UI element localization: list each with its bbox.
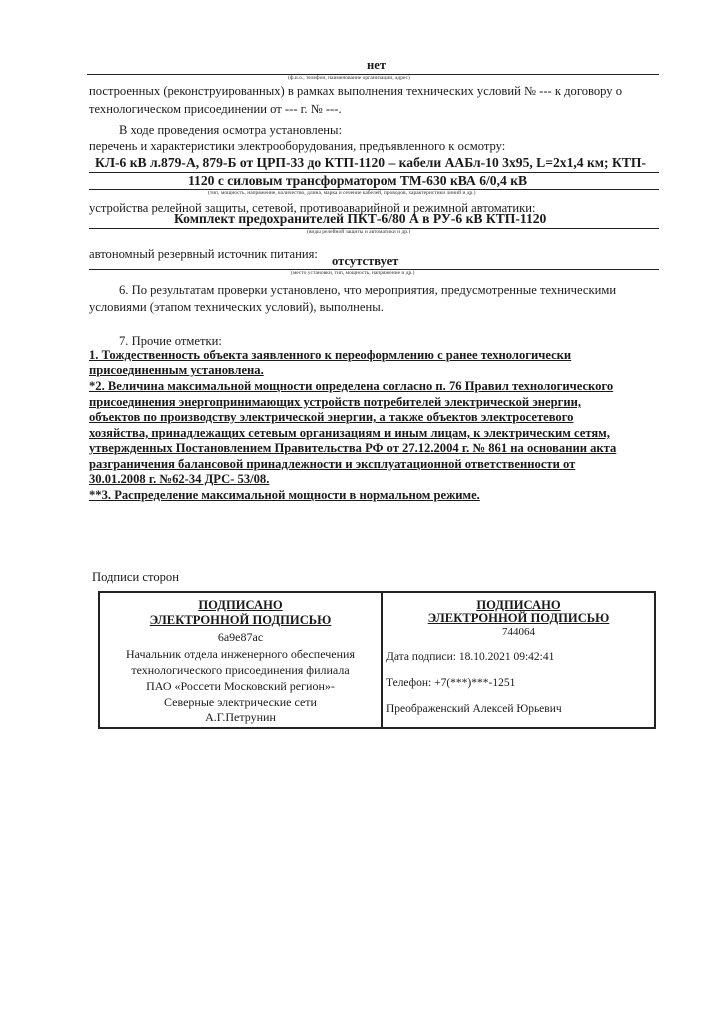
- equipment-label: перечень и характеристики электрооборудования, предъявленного к осмотру:: [89, 139, 506, 153]
- note-line: присоединенным установлена.: [89, 363, 264, 377]
- note-line: хозяйства, принадлежащих сетевым организациям и иным лицам, к электрическим сетям,: [89, 426, 610, 440]
- relay-caption: (виды релейной защиты и автоматики и др.): [307, 229, 411, 235]
- reserve-caption: (место установки, тип, мощность, напряжение и др.): [291, 270, 415, 276]
- left-position-line: ПАО «Россети Московский регион»-: [146, 679, 335, 693]
- right-signer-name: Преображенский Алексей Юрьевич: [386, 703, 562, 715]
- left-signature-code: 6a9e87ac: [217, 630, 264, 644]
- left-position-line: технологического присоединения филиала: [131, 663, 350, 677]
- right-stamp-line-2: ЭЛЕКТРОННОЙ ПОДПИСЬЮ: [427, 611, 610, 625]
- item6-line-1: 6. По результатам проверки установлено, что мероприятия, предусмотренные техническими: [119, 283, 617, 297]
- equipment-line-1: КЛ-6 кВ л.879-А, 879-Б от ЦРП-33 до КТП-1120 – кабели ААБл-10 3х95, L=2х1,4 км; КТП-: [95, 155, 646, 170]
- left-position-line: Северные электрические сети: [164, 695, 317, 709]
- applicant-caption: (ф.и.о., телефон, наименование организации, адрес): [288, 75, 410, 81]
- note-line: 1. Тождественность объекта заявленного к переоформлению с ранее технологически: [89, 348, 572, 362]
- signatures-label: Подписи сторон: [92, 570, 179, 584]
- note-line: присоединения энергопринимающих устройств потребителей электрической энергии,: [89, 395, 581, 409]
- right-stamp-line-1: ПОДПИСАНО: [476, 598, 561, 612]
- note-line: объектов по производству электрической энергии, а также объектов электросетевого: [89, 410, 574, 424]
- right-signer-phone: Телефон: +7(***)***-1251: [386, 677, 516, 689]
- left-signer-name: А.Г.Петрунин: [205, 710, 276, 724]
- note-line: разграничения балансовой принадлежности и эксплуатационной ответственности от: [89, 457, 576, 471]
- item7-heading: 7. Прочие отметки:: [119, 334, 222, 348]
- intro-line-1: построенных (реконструированных) в рамках выполнения технических условий № --- к договору о: [89, 84, 623, 98]
- equipment-line-2: 1120 с силовым трансформатором ТМ-630 кВА 6/0,4 кВ: [188, 173, 528, 188]
- relay-value: Комплект предохранителей ПКТ-6/80 А в РУ-6 кВ КТП-1120: [174, 211, 547, 226]
- intro-line-2: технологическом присоединении от --- г. № ---.: [89, 102, 342, 116]
- left-stamp-line-1: ПОДПИСАНО: [198, 598, 283, 612]
- equipment-caption: (тип, мощность, напряжение, количество, длина, марка и сечение кабелей, проводов, характеристики линий и др.): [208, 190, 476, 196]
- left-position-line: Начальник отдела инженерного обеспечения: [126, 647, 355, 661]
- note-line: 30.01.2008 г. №62-34 ДРС- 53/08.: [89, 472, 270, 486]
- right-signature-code: 744064: [502, 626, 535, 638]
- signature-box: [98, 591, 656, 729]
- relay-label: устройства релейной защиты, сетевой, противоаварийной и режимной автоматики:: [89, 201, 536, 215]
- right-signature-date: Дата подписи: 18.10.2021 09:42:41: [386, 651, 555, 663]
- reserve-value: отсутствует: [332, 254, 399, 268]
- note-line: *2. Величина максимальной мощности определена согласно п. 76 Правил технологического: [89, 379, 614, 393]
- left-stamp-line-2: ЭЛЕКТРОННОЙ ПОДПИСЬЮ: [149, 613, 332, 627]
- applicant-value: нет: [367, 58, 387, 72]
- note-line: **3. Распределение максимальной мощности в нормальном режиме.: [89, 488, 480, 502]
- inspection-heading: В ходе проведения осмотра установлены:: [119, 123, 343, 137]
- item6-line-2: условиями (этапом технических условий), выполнены.: [89, 300, 384, 314]
- note-line: утвержденных Постановлением Правительства РФ от 27.12.2004 г. № 861 на основании акта: [89, 441, 617, 455]
- reserve-label: автономный резервный источник питания:: [89, 247, 318, 261]
